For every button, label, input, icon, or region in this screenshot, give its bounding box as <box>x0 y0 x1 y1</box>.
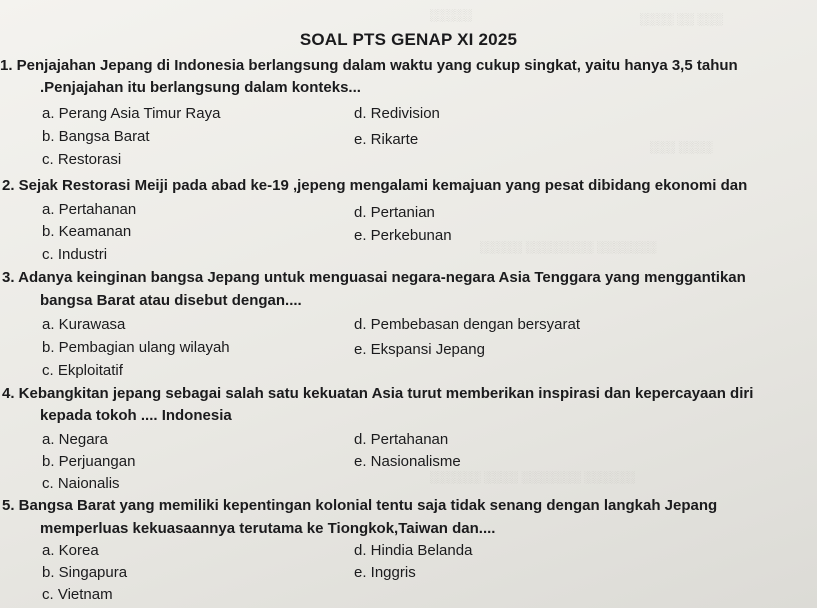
question-4-text: 4. Kebangkitan jepang sebagai salah satu kekuatan Asia turut memberikan inspirasi dan kepercayaan diri <box>2 385 754 402</box>
exam-title: SOAL PTS GENAP XI 2025 <box>299 30 518 49</box>
question-5-option-c: c. Vietnam <box>42 586 113 603</box>
question-3-option-c: c. Ekploitatif <box>42 362 123 379</box>
question-4-option-e: e. Nasionalisme <box>354 453 461 470</box>
question-2-option-e: e. Perkebunan <box>354 227 452 244</box>
question-3-option-d: d. Pembebasan dengan bersyarat <box>354 316 580 333</box>
question-4-option-a: a. Negara <box>42 431 108 448</box>
question-3-option-b: b. Pembagian ulang wilayah <box>42 339 230 356</box>
question-5-text: 5. Bangsa Barat yang memiliki kepentingan kolonial tentu saja tidak senang dengan langkah Jepang <box>2 497 718 514</box>
question-5-option-e: e. Inggris <box>354 564 416 581</box>
question-2-option-b: b. Keamanan <box>42 223 132 240</box>
question-2-option-d: d. Pertanian <box>354 204 435 221</box>
question-4-option-b: b. Perjuangan <box>42 453 136 470</box>
question-4-text-cont: kepada tokoh .... Indonesia <box>40 407 232 424</box>
question-5-text-cont: memperluas kekuasaannya terutama ke Tiongkok,Taiwan dan.... <box>40 520 496 537</box>
question-5-option-b: b. Singapura <box>42 564 128 581</box>
bleed-through: ░░░ ░░ ░░░░ <box>640 12 724 26</box>
question-4-option-c: c. Naionalis <box>42 475 120 492</box>
bleed-through: ░░░░ ░░░ <box>650 140 713 154</box>
question-1-option-c: c. Restorasi <box>42 151 122 168</box>
question-1-option-b: b. Bangsa Barat <box>42 128 150 145</box>
question-3-option-a: a. Kurawasa <box>42 316 126 333</box>
question-1-option-a: a. Perang Asia Timur Raya <box>42 105 221 122</box>
question-4-option-d: d. Pertahanan <box>354 431 449 448</box>
question-3-text: 3. Adanya keinginan bangsa Jepang untuk menguasai negara-negara Asia Tenggara yang menggantikan <box>2 269 746 286</box>
question-1-text: 1. Penjajahan Jepang di Indonesia berlangsung dalam waktu yang cukup singkat, yaitu hanya 3,5 tahun <box>0 57 738 74</box>
bleed-through: ░░░░░░░ ░░░░░░░░ ░░░░░ <box>480 240 657 254</box>
question-2-text: 2. Sejak Restorasi Meiji pada abad ke-19 ,jepeng mengalami kemajuan yang pesat dibidang ekonomi dan <box>2 177 748 194</box>
question-2-option-c: c. Industri <box>42 246 108 263</box>
question-3-text-cont: bangsa Barat atau disebut dengan.... <box>40 292 302 309</box>
bleed-through: ░░░░░░ ░░░░░░░ ░░░░ ░░░░░░ <box>430 470 636 484</box>
bleed-through: ░░░░░ <box>430 8 473 22</box>
question-1-option-e: e. Rikarte <box>354 131 419 148</box>
question-1-option-d: d. Redivision <box>354 105 440 122</box>
question-5-option-d: d. Hindia Belanda <box>354 542 473 559</box>
question-2-option-a: a. Pertahanan <box>42 201 137 218</box>
question-3-option-e: e. Ekspansi Jepang <box>354 341 485 358</box>
question-5-option-a: a. Korea <box>42 542 99 559</box>
question-1-text-cont: .Penjajahan itu berlangsung dalam konteks... <box>40 79 361 96</box>
